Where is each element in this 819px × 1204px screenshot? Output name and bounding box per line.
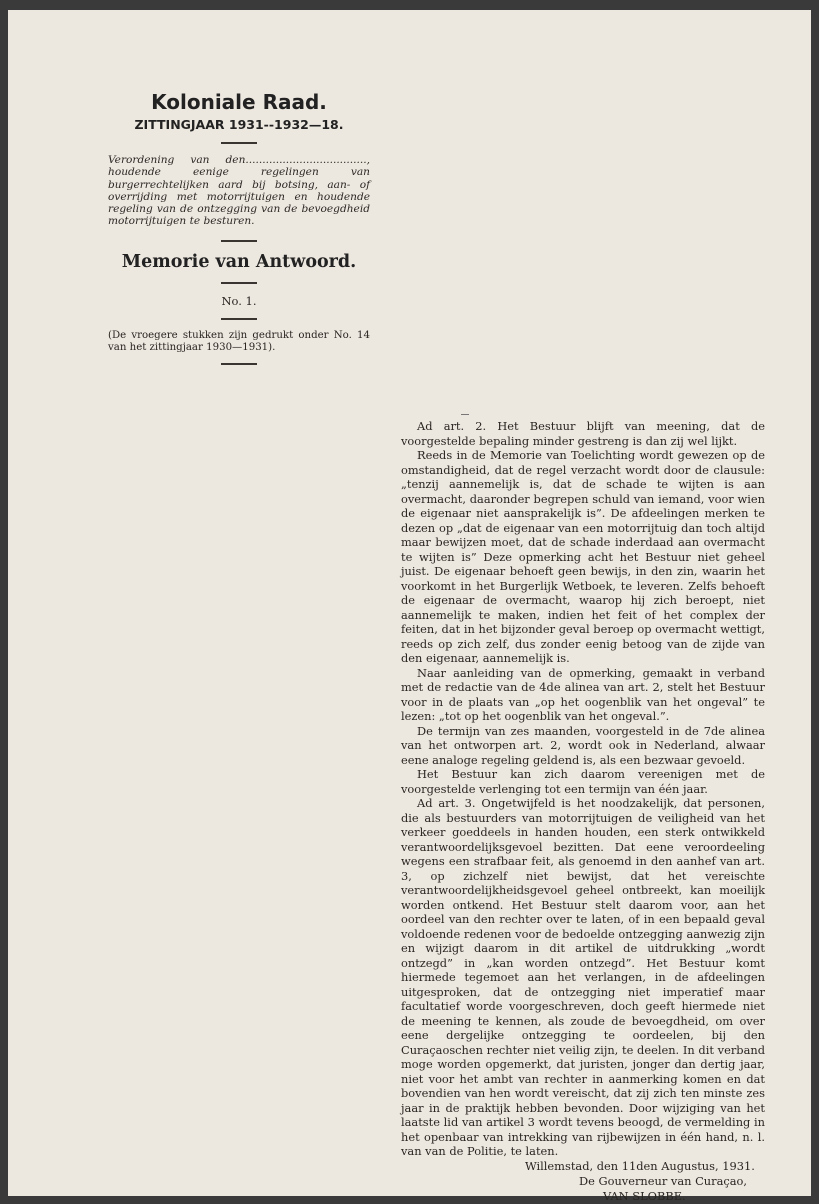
ordinance-description: Verordening van den...................................., houdende eenige regelingen van burgerrechtelijken aard bij botsing, aan- of overrijding met motorrijtuigen en houdende regeling van de ontzegging van de bevoegdheid motorrijtuigen te besturen.: [108, 154, 370, 228]
divider: [221, 318, 257, 320]
body-paragraph: Ad art. 3. Ongetwijfeld is het noodzakelijk, dat personen, die als bestuurders van motorrijtuigen de veiligheid van het verkeer goeddeels in handen houden, een sterk ontwikkeld verantwoordelijksgevoel bezitten. Dat eene veroordeeling wegens een strafbaar feit, als genoemd in den aanhef van art. 3, op zichzelf niet bewijst, dat het vereischte verantwoordelijkheidsgevoel geheel ontbreekt, kan moeilijk worden ontkend. Het Bestuur stelt daarom voor, aan het oordeel van den rechter over te laten, of in een bepaald geval voldoende redenen voor de bedoelde ontzegging aanwezig zijn en wijzigt daarom in dit artikel de uitdrukking „wordt ontzegd” in „kan worden ontzegd”. Het Bestuur komt hiermede tegemoet aan het verlangen, in de afdeelingen uitgesproken, dat de ontzegging niet imperatief maar facultatief worde voorgeschreven, doch geeft hiermede niet de meening te kennen, als zoude de bevoegdheid, om over eene dergelijke ontzegging te oordeelen, bij den Curaçaoschen rechter niet veilig zijn, te deelen. In dit verband moge worden opgemerkt, dat juristen, jonger dan dertig jaar, niet voor het ambt van rechter in aanmerking komen en dat bovendien van hen wordt vereischt, dat zij zich ten minste zes jaar in de praktijk hebben bevonden. Door wijziging van het laatste lid van artikel 3 wordt tevens beoogd, de vermelding in het openbaar van intrekking van rijbewijzen in één hand, n. l. van van de Politie, te laten.: [401, 796, 765, 1158]
document-page: [8, 10, 811, 1203]
document-title: Memorie van Antwoord.: [121, 251, 357, 272]
body-text: [401, 419, 765, 1204]
previous-documents-note: (De vroegere stukken zijn gedrukt onder No. 14 van het zittingjaar 1930—1931).: [108, 329, 370, 353]
body-paragraph: De termijn van zes maanden, voorgesteld in de 7de alinea van het ontworpen art. 2, wordt ook in Nederland, alwaar eene analoge regeling geldend is, als een bezwaar gevoeld.: [401, 723, 765, 767]
divider: [221, 363, 257, 365]
divider: [221, 240, 257, 242]
body-paragraph: Ad art. 2. Het Bestuur blijft van meening, dat de voorgestelde bepaling minder gestreng is dan zij wel lijkt.: [401, 419, 765, 448]
signature-title: De Gouverneur van Curaçao,: [579, 1173, 748, 1188]
session-year: ZITTINGJAAR 1931--1932—18.: [134, 117, 344, 132]
body-paragraph: Reeds in de Memorie van Toelichting wordt gewezen op de omstandigheid, dat de regel verzacht wordt door de clausule: „tenzij aannemelijk is, dat de schade te wijten is aan overmacht, daaronder begrepen schuld van iemand, voor wien de eigenaar niet aansprakelijk is”. De afdeelingen merken te dezen op „dat de eigenaar van een motorrijtuig dan toch altijd maar bewijzen moet, dat de schade inderdaad aan overmacht te wijten is” Deze opmerking acht het Bestuur niet geheel juist. De eigenaar behoeft geen bewijs, in den zin, waarin het voorkomt in het Burgerlijk Wetboek, te leveren. Zelfs behoeft de eigenaar de overmacht, waarop hij zich beroept, niet aannemelijk te maken, indien het feit of het complex der feiten, dat in het bijzonder geval beroep op overmacht wettigt, reeds op zich zelf, dus zonder eenig betoog van de zijde van den eigenaar, aannemelijk is.: [401, 448, 765, 665]
divider: [221, 282, 257, 284]
body-paragraph: Naar aanleiding van de opmerking, gemaakt in verband met de redactie van de 4de alinea van art. 2, stelt het Bestuur voor in de plaats van „op het oogenblik van het ongeval” te lezen: „tot op het oogenblik van het ongeval.”.: [401, 665, 765, 723]
signature-place-date: Willemstad, den 11den Augustus, 1931.: [525, 1158, 755, 1173]
section-dash: [461, 414, 469, 415]
body-paragraph: Het Bestuur kan zich daarom vereenigen met de voorgestelde verlenging tot een termijn van één jaar.: [401, 767, 765, 796]
council-title: Koloniale Raad.: [151, 90, 327, 114]
divider: [221, 142, 257, 144]
header-column: [108, 90, 370, 375]
document-number: No. 1.: [221, 293, 257, 308]
signature-name: VAN SLOBBE.: [603, 1188, 686, 1203]
